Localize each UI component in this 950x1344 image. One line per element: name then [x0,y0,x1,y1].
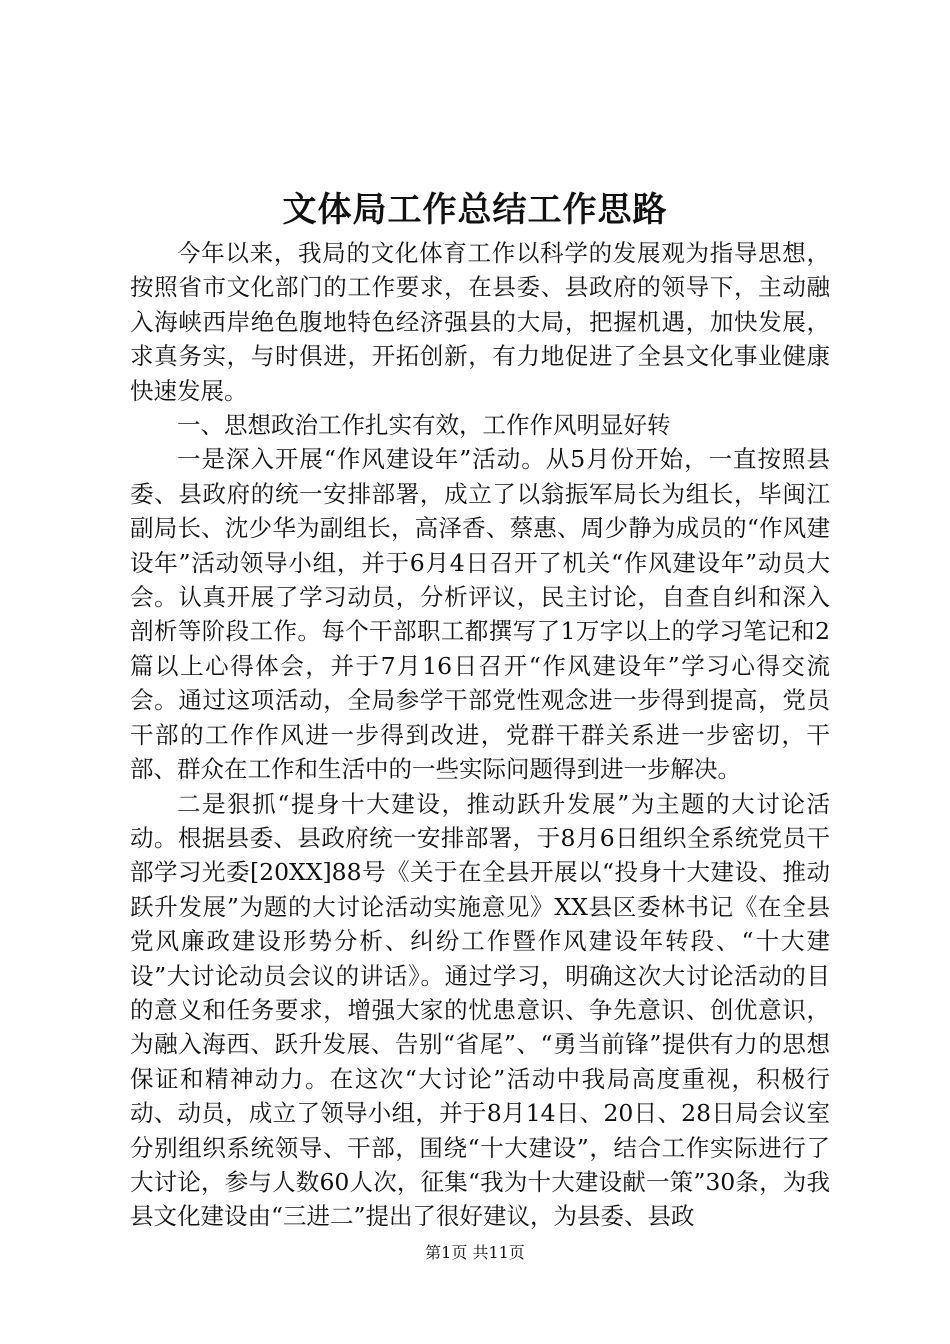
page-footer: 第1页 共11页 [425,1243,525,1262]
paragraph-item-1: 一是深入开展“作风建设年”活动。从5月份开始，一直按照县委、县政府的统一安排部署，成立了以翁振军局长为组长，毕闽江副局长、沈少华为副组长，高泽香、蔡惠、周少静为成员的“作风建设年”活动领导小组，并于6月4日召开了机关“作风建设年”动员大会。认真开展了学习动员，分析评议，民主讨论，自查自纠和深入剖析等阶段工作。每个干部职工都撰写了1万字以上的学习笔记和2篇以上心得体会，并于7月16日召开“作风建设年”学习心得交流会。通过这项活动，全局参学干部党性观念进一步得到提高，党员干部的工作作风进一步得到改进，党群干群关系进一步密切，干部、群众在工作和生活中的一些实际问题得到进一步解决。 [130,445,830,784]
paragraph-intro: 今年以来，我局的文化体育工作以科学的发展观为指导思想，按照省市文化部门的工作要求，在县委、县政府的领导下，主动融入海峡西岸绝色腹地特色经济强县的大局，把握机遇，加快发展，求真务实，与时俱进，开拓创新，有力地促进了全县文化事业健康快速发展。 [130,239,830,405]
document-body [130,236,830,1234]
document-title: 文体局工作总结工作思路 [282,190,668,230]
paragraph-item-2: 二是狠抓“提身十大建设，推动跃升发展”为主题的大讨论活动。根据县委、县政府统一安排部署，于8月6日组织全系统党员干部学习光委[20XX]88号《关于在全县开展以“投身十大建设、推动跃升发展”为题的大讨论活动实施意见》XX县区委林书记《在全县党风廉政建设形势分析、纠纷工作暨作风建设年转段、“十大建设”大讨论动员会议的讲话》。通过学习，明确这次大讨论活动的目的意义和任务要求，增强大家的忧患意识、争先意识、创优意识，为融入海西、跃升发展、告别“省尾”、“勇当前锋”提供有力的思想保证和精神动力。在这次“大讨论”活动中我局高度重视，积极行动、动员，成立了领导小组，并于8月14日、20日、28日局会议室分别组织系统领导、干部，围绕“十大建设”，结合工作实际进行了大讨论，参与人数60人次，征集“我为十大建设献一策”30条，为我县文化建设由“三进二”提出了很好建议，为县委、县政 [130,789,830,1231]
section-heading: 一、思想政治工作扎实有效，工作作风明显好转 [177,411,671,440]
